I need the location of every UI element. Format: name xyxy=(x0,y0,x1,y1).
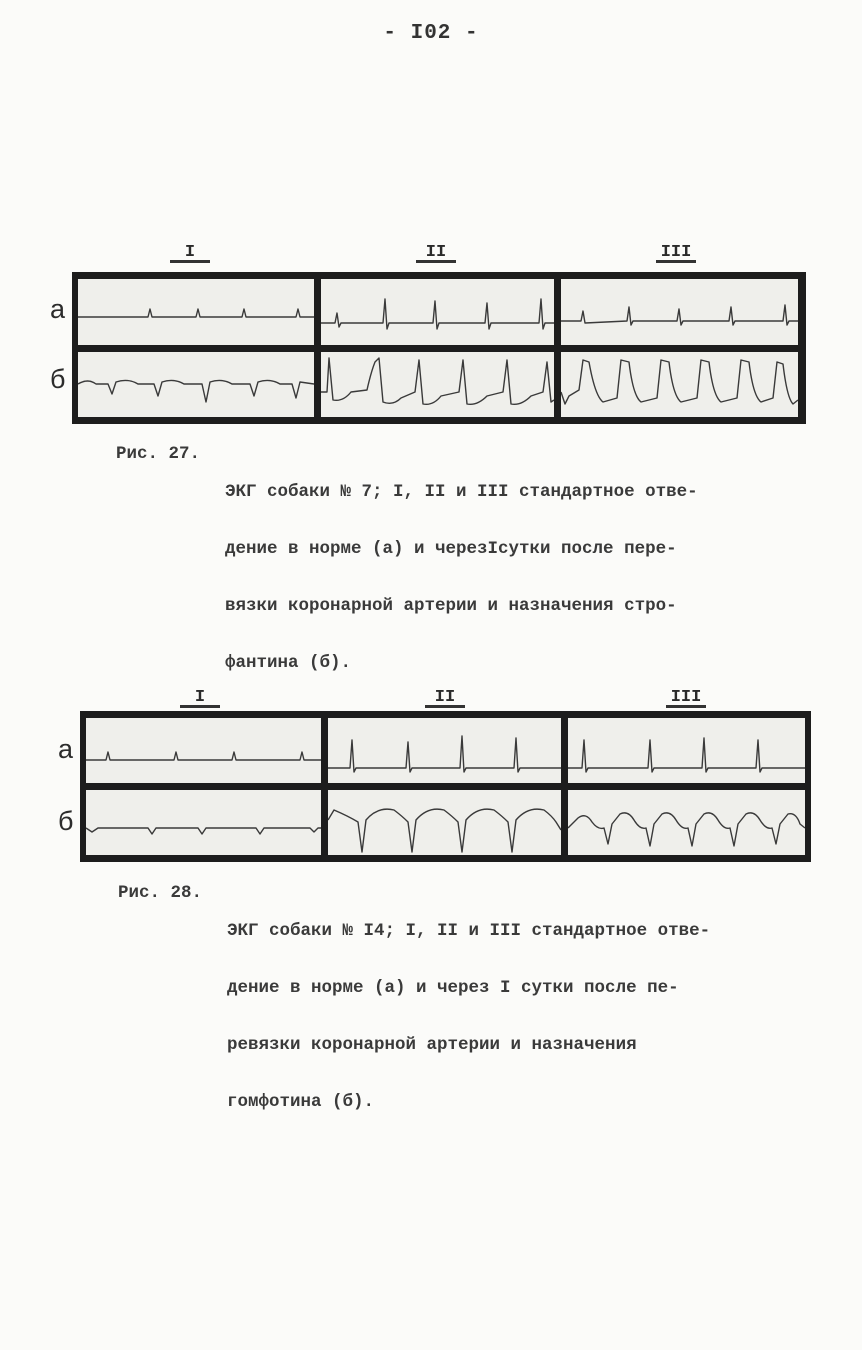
caption-line: фантина (б). xyxy=(225,653,352,673)
caption-line: ЭКГ собаки № I4; I, II и III стандартное отве- xyxy=(227,921,711,941)
ecg-trace-b-lead-ii xyxy=(321,352,554,417)
ecg-trace-b-lead-iii xyxy=(561,352,798,417)
lead-header-label: I xyxy=(194,688,206,707)
lead-header-label: II xyxy=(434,688,456,707)
caption-line: дение в норме (а) и черезIсутки после пере- xyxy=(225,539,677,559)
lead-header-i xyxy=(170,243,210,263)
ecg-trace-a-lead-iii xyxy=(561,279,798,345)
lead-header-label: I xyxy=(184,243,196,262)
ecg-trace-a-lead-i xyxy=(78,279,314,345)
caption-label: Рис. 27. xyxy=(116,444,201,464)
caption-line: гомфотина (б). xyxy=(227,1092,375,1112)
lead-header-label: II xyxy=(425,243,447,262)
row-label-b: б xyxy=(58,806,74,836)
caption-label: Рис. 28. xyxy=(118,883,203,903)
ecg-trace-a-lead-ii xyxy=(328,718,561,783)
caption-line: дение в норме (а) и через I сутки после пе- xyxy=(227,978,679,998)
figure-caption-27 xyxy=(116,444,756,673)
caption-line: ревязки коронарной артерии и назначения xyxy=(227,1035,637,1055)
ecg-trace-a-lead-iii xyxy=(568,718,805,783)
ecg-trace-a-lead-ii xyxy=(321,279,554,345)
ecg-trace-b-lead-ii xyxy=(328,790,561,855)
ecg-frame xyxy=(80,711,811,862)
lead-header-iii xyxy=(656,243,696,263)
row-label-a: а xyxy=(58,734,74,764)
lead-header-iii xyxy=(666,688,706,708)
ecg-trace-b-lead-i xyxy=(86,790,321,855)
lead-header-label: III xyxy=(670,688,702,707)
ecg-frame xyxy=(72,272,806,424)
ecg-trace-b-lead-iii xyxy=(568,790,805,855)
lead-header-ii xyxy=(416,243,456,263)
lead-header-label: III xyxy=(660,243,692,262)
lead-header-i xyxy=(180,688,220,708)
ecg-trace-a-lead-i xyxy=(86,718,321,783)
lead-header-ii xyxy=(425,688,465,708)
figure-caption-28 xyxy=(118,883,768,1112)
row-label-b: б xyxy=(50,364,66,394)
caption-line: вязки коронарной артерии и назначения стро- xyxy=(225,596,677,616)
ecg-trace-b-lead-i xyxy=(78,352,314,417)
row-label-a: а xyxy=(50,294,66,324)
caption-line: ЭКГ собаки № 7; I, II и III стандартное отве- xyxy=(225,482,698,502)
page-number: - I02 - xyxy=(383,22,479,45)
